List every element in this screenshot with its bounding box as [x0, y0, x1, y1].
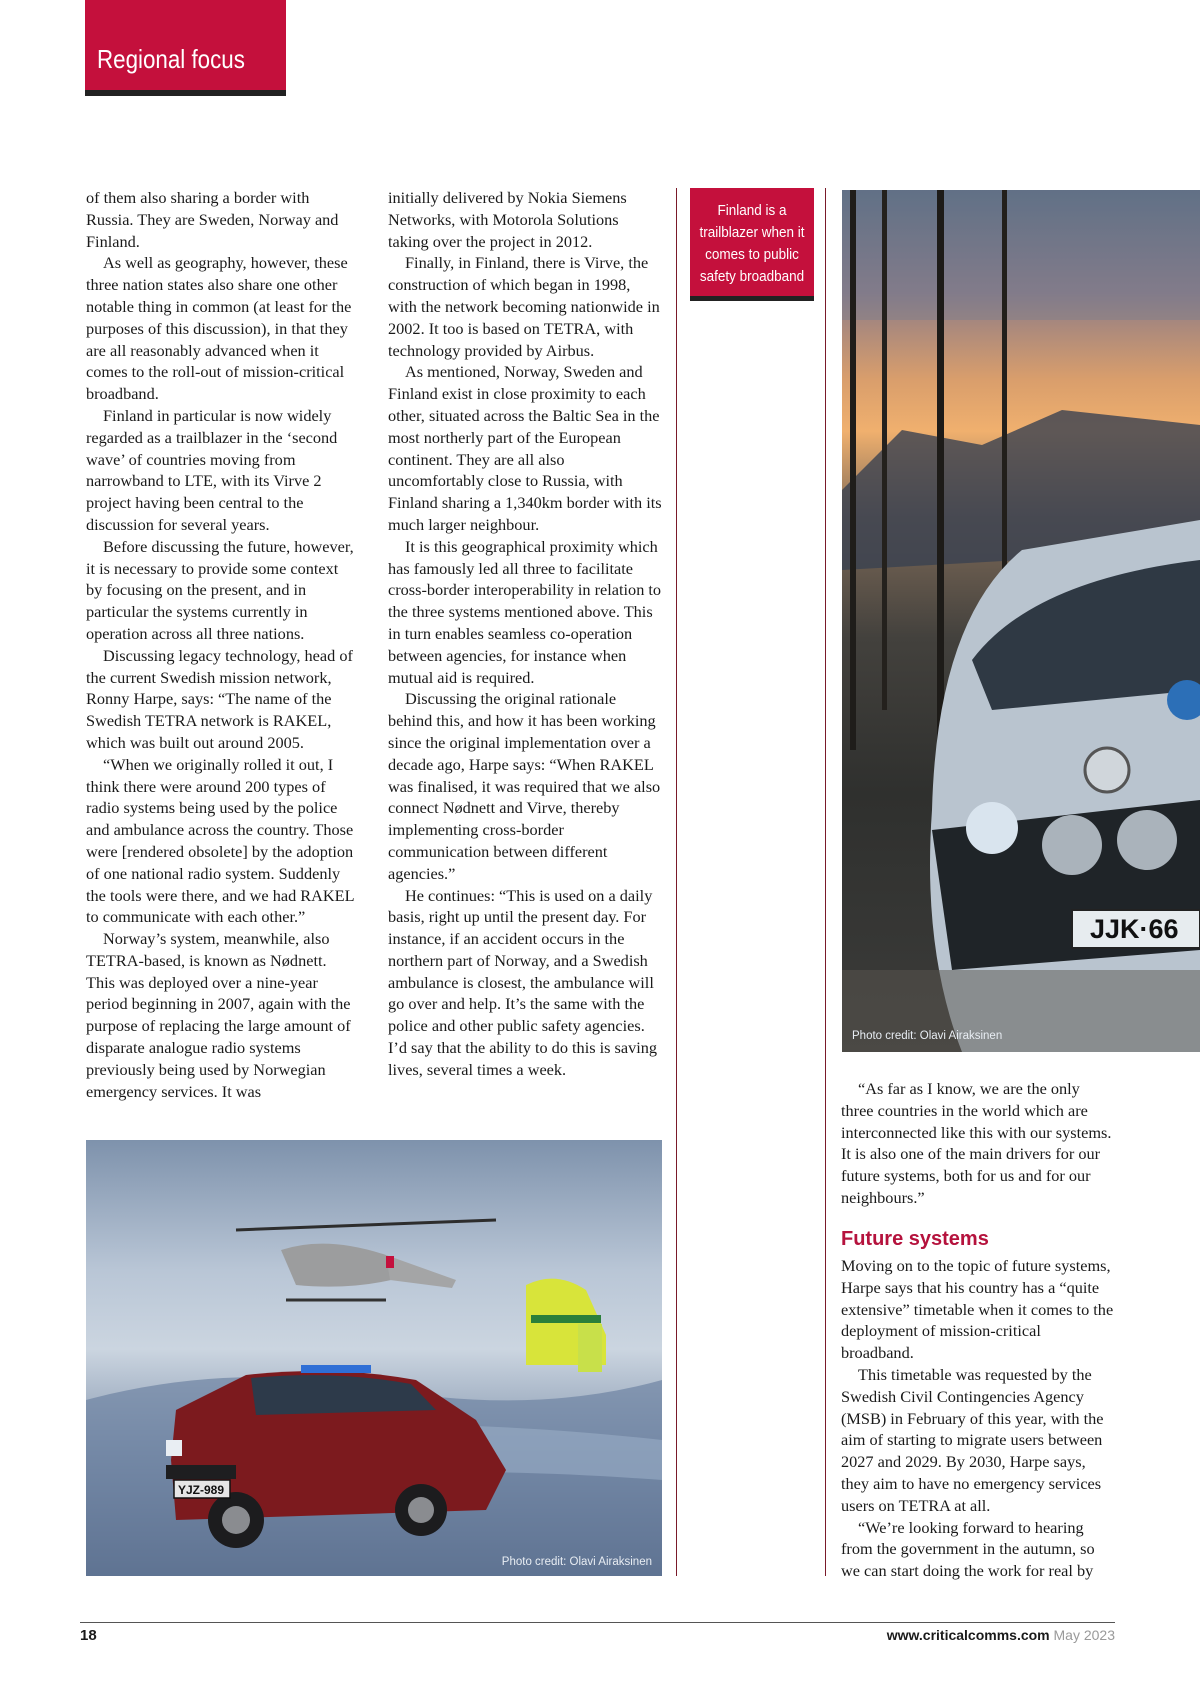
paragraph: Norway’s system, meanwhile, also TETRA-based, is known as Nødnett. This was deployed over a nine-year period beginning in 2007, again with the purpose of replacing the large amount of disparate analogue radio systems previously being used by Norwegian emergency services. It was: [86, 929, 351, 1101]
article-column-3-continued: [841, 1255, 1116, 1582]
van-plate: JJK·66: [1090, 914, 1179, 944]
photo-credit: Photo credit: Olavi Airaksinen: [501, 1556, 652, 1568]
car-plate: YJZ-989: [178, 1483, 225, 1497]
page-number: 18: [80, 1627, 97, 1644]
photo-credit: Photo credit: Olavi Airaksinen: [852, 1030, 1003, 1042]
section-tab-rule: [85, 90, 286, 96]
issue-date: May 2023: [1053, 1627, 1115, 1643]
pull-quote: [690, 188, 814, 296]
rescue-scene-illustration: [86, 1140, 662, 1576]
column-divider: [825, 188, 826, 1576]
paragraph: of them also sharing a border with Russia. They are Sweden, Norway and Finland.: [86, 188, 339, 251]
paragraph: initially delivered by Nokia Siemens Networks, with Motorola Solutions taking over the project in 2012.: [388, 188, 627, 251]
article-column-3: [841, 1078, 1116, 1209]
paragraph: “We’re looking forward to hearing from the government in the autumn, so we can start doing the work for real by: [841, 1517, 1095, 1581]
section-label: Regional focus: [97, 44, 245, 74]
paragraph: Finally, in Finland, there is Virve, the construction of which began in 1998, with the network becoming nationwide in 2002. It too is based on TETRA, with technology provided by Airbus.: [388, 253, 660, 360]
section-tab: [85, 0, 286, 90]
paragraph: This timetable was requested by the Swedish Civil Contingencies Agency (MSB) in February of this year, with the aim of starting to migrate users between 2027 and 2029. By 2030, Harpe says, they aim to have no emergency services users on TETRA at all.: [841, 1364, 1104, 1515]
subheading-future-systems: Future systems: [841, 1228, 989, 1250]
photo-helicopter-rescue: [86, 1140, 662, 1576]
paragraph: As mentioned, Norway, Sweden and Finland exist in close proximity to each other, situated across the Baltic Sea in the most northerly part of the European continent. They are all also uncomfortably close to Russia, with Finland sharing a 1,340km border with its much larger neighbour.: [388, 362, 662, 534]
van-illustration: [842, 190, 1200, 1052]
footer-publication: [887, 1627, 1115, 1643]
paragraph: “When we originally rolled it out, I think there were around 200 types of radio systems being used by the police and ambulance across the country. Those were [rendered obsolete] by the adoption of one national radio system. Suddenly the tools were there, and we had RAKEL to communicate with each other.”: [86, 754, 354, 927]
pull-quote-text: Finland is a trailblazer when it comes to public safety broadband: [699, 202, 805, 285]
photo-police-van: [842, 190, 1200, 1052]
paragraph: Finland in particular is now widely regarded as a trailblazer in the ‘second wave’ of countries moving from narrowband to LTE, with its Virve 2 project having been central to the discussion for several years.: [86, 405, 338, 534]
paragraph: Moving on to the topic of future systems, Harpe says that his country has a “quite extensive” timetable when it comes to the deployment of mission-critical broadband.: [841, 1256, 1114, 1363]
paragraph: “As far as I know, we are the only three countries in the world which are interconnected like this with our systems. It is also one of the main drivers for our future systems, both for us and for our neighbours.”: [841, 1079, 1112, 1207]
article-column-1: [86, 187, 358, 1102]
paragraph: Discussing legacy technology, head of the current Swedish mission network, Ronny Harpe, says: “The name of the Swedish TETRA network is RAKEL, which was built out around 2005.: [86, 645, 353, 752]
column-divider: [676, 188, 677, 1576]
paragraph: He continues: “This is used on a daily basis, right up until the present day. For instance, if an accident occurs in the northern part of Norway, and a Swedish ambulance is closest, the ambulance will go over and help. It’s the same with the police and other public safety agencies. I’d say that the ability to do this is saving lives, several times a week.: [388, 885, 658, 1079]
article-column-2: [388, 187, 662, 1081]
paragraph: Before discussing the future, however, it is necessary to provide some context by focusing on the present, and in particular the systems currently in operation across all three nations.: [86, 536, 354, 643]
paragraph: As well as geography, however, these three nation states also share one other notable thing in common (at least for the purposes of this discussion), in that they are all reasonably advanced when it comes to the roll-out of mission-critical broadband.: [86, 253, 352, 404]
paragraph: Discussing the original rationale behind this, and how it has been working since the original implementation over a decade ago, Harpe says: “When RAKEL was finalised, it was required that we also connect Nødnett and Virve, thereby implementing cross-border communication between different agencies.”: [388, 689, 661, 883]
paragraph: It is this geographical proximity which has famously led all three to facilitate cross-border interoperability in relation to the three systems mentioned above. This in turn enables seamless co-operation between agencies, for instance when mutual aid is required.: [388, 536, 662, 687]
footer-rule: [80, 1622, 1115, 1623]
pull-quote-rule: [690, 296, 814, 301]
website-link[interactable]: www.criticalcomms.com: [886, 1627, 1050, 1643]
